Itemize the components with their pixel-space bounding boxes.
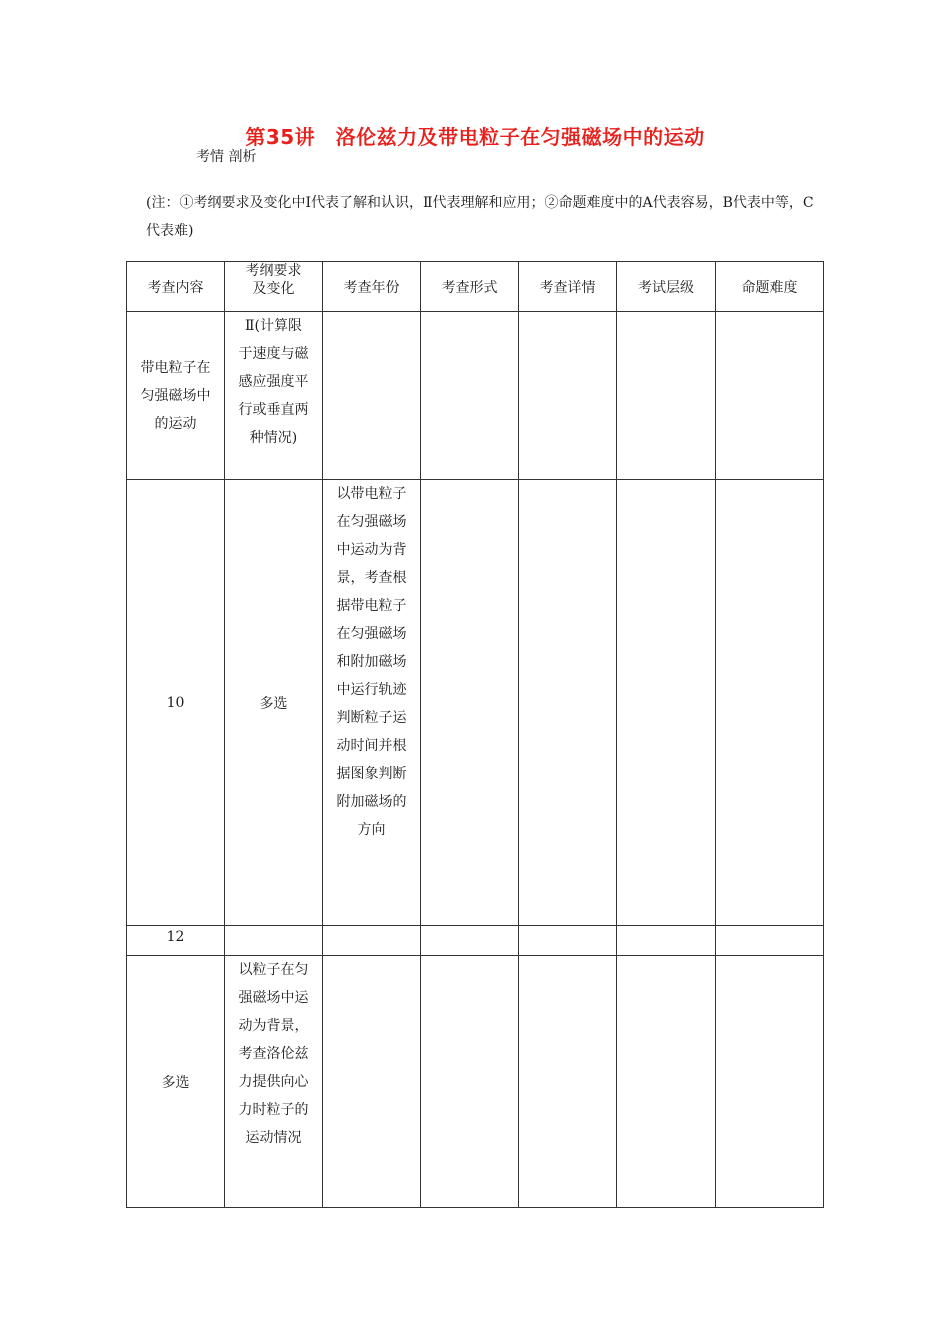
- table-cell: [617, 926, 716, 956]
- table-cell: [323, 926, 421, 956]
- table-cell: [617, 312, 716, 480]
- header-cell: 考查详情: [519, 262, 617, 312]
- table-cell: [716, 480, 824, 926]
- header-cell: 考查形式: [421, 262, 519, 312]
- table-cell: [716, 926, 824, 956]
- table-row: [127, 956, 824, 1208]
- table-cell: [421, 956, 519, 1208]
- table-cell: 以带电粒子在匀强磁场中运动为背景，考查根据带电粒子在匀强磁场和附加磁场中运行轨迹判断粒子运动时间并根据图象判断附加磁场的方向: [323, 480, 421, 926]
- table-cell: [519, 956, 617, 1208]
- table-cell: [421, 312, 519, 480]
- table-cell: 多选: [127, 956, 225, 1208]
- table-cell: 12: [127, 926, 225, 956]
- header-cell: 考纲要求及变化: [225, 262, 323, 312]
- exam-analysis-table: [126, 261, 824, 1208]
- table-cell: 多选: [225, 480, 323, 926]
- table-cell: [519, 926, 617, 956]
- header-cell: 命题难度: [716, 262, 824, 312]
- section-subtitle: 考情 剖析: [196, 149, 257, 165]
- table-cell: [617, 956, 716, 1208]
- table-cell: [225, 926, 323, 956]
- table-cell: [716, 956, 824, 1208]
- header-cell: 考查内容: [127, 262, 225, 312]
- table-cell: [617, 480, 716, 926]
- table-cell: [323, 312, 421, 480]
- legend-note: (注：①考纲要求及变化中Ⅰ代表了解和认识，Ⅱ代表理解和应用；②命题难度中的A代表容易，B代表中等，C代表难): [146, 195, 814, 239]
- table-cell: 10: [127, 480, 225, 926]
- table-header-row: [127, 262, 824, 312]
- table-cell: Ⅱ(计算限于速度与磁感应强度平行或垂直两种情况): [225, 312, 323, 480]
- table-cell: [716, 312, 824, 480]
- page-title: 第35讲 洛伦兹力及带电粒子在匀强磁场中的运动: [245, 125, 705, 149]
- table-row: [127, 312, 824, 480]
- table-cell: [519, 480, 617, 926]
- table-row: [127, 480, 824, 926]
- table-cell: [519, 312, 617, 480]
- table-row: [127, 926, 824, 956]
- table-cell: 带电粒子在匀强磁场中的运动: [127, 312, 225, 480]
- table-cell: [421, 480, 519, 926]
- header-cell: 考查年份: [323, 262, 421, 312]
- table-cell: 以粒子在匀强磁场中运动为背景，考查洛伦兹力提供向心力时粒子的运动情况: [225, 956, 323, 1208]
- header-cell: 考试层级: [617, 262, 716, 312]
- table-cell: [323, 956, 421, 1208]
- table-cell: [421, 926, 519, 956]
